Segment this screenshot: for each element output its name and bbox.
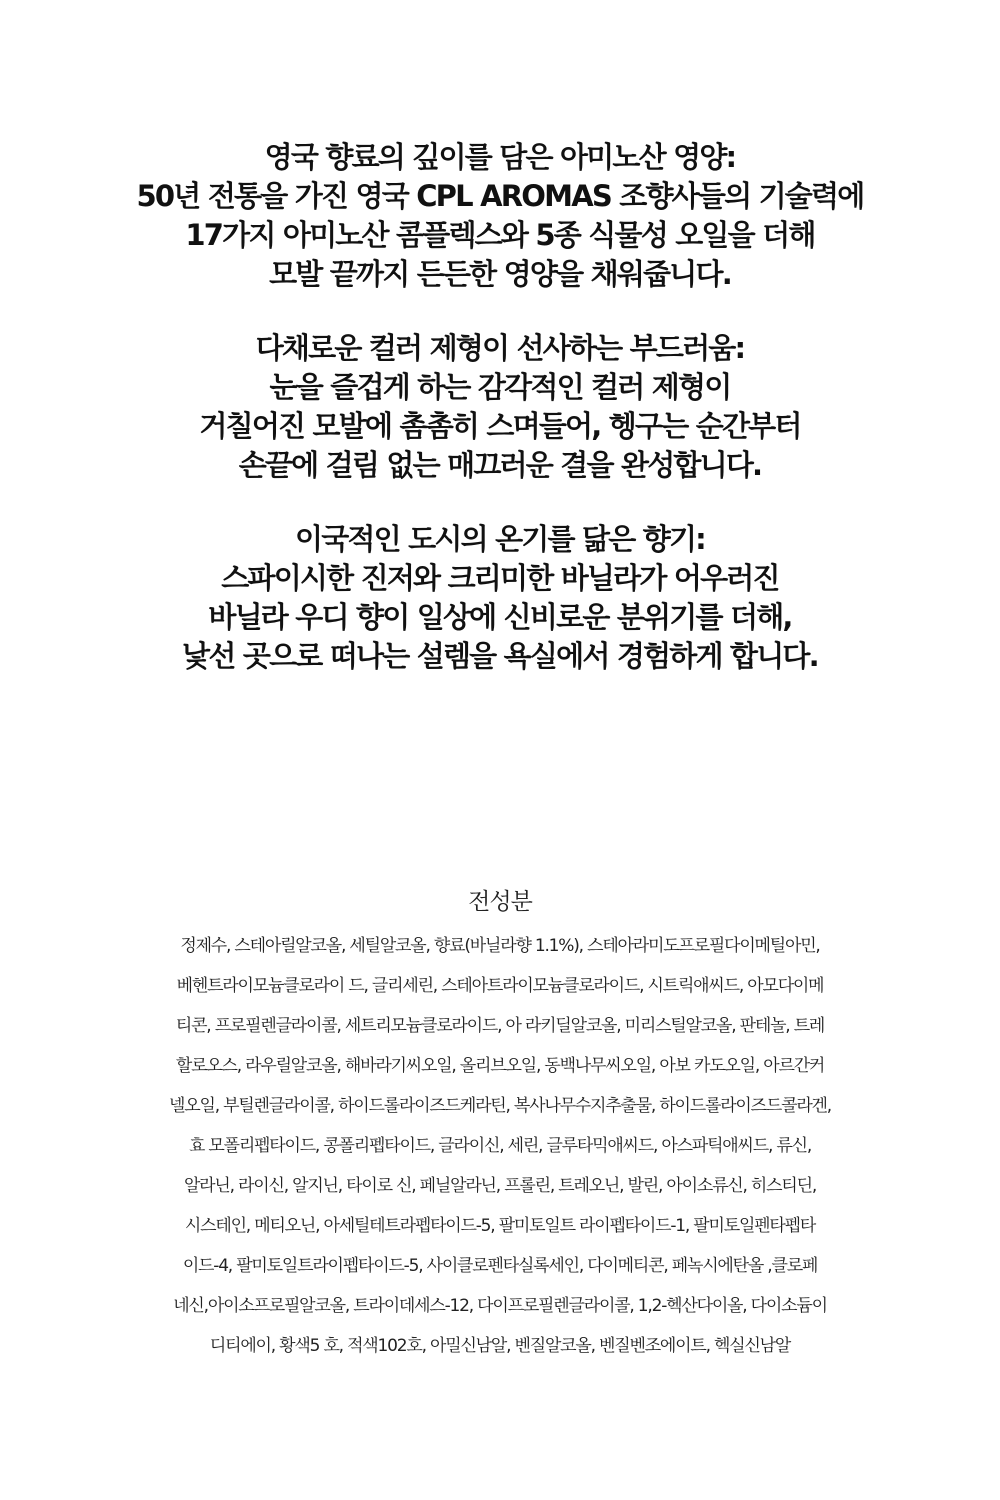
feature-text-line: 스파이시한 진저와 크리미한 바닐라가 어우러진 [221, 561, 779, 595]
ingredients-line: 알라닌, 라이신, 알지닌, 타이로 신, 페닐알라닌, 프롤린, 트레오닌, 발린, 아이소류신, 히스티딘, [183, 1176, 817, 1196]
feature-text-line: 50년 전통을 가진 영국 CPL AROMAS 조향사들의 기술력에 [136, 179, 864, 213]
ingredients-line: 시스테인, 메티오닌, 아세틸테트라펩타이드-5, 팔미토일트 라이펩타이드-1, 팔미토일펜타펩타 [184, 1216, 816, 1236]
feature-section-color [40, 329, 960, 485]
feature-section-amino [40, 138, 960, 294]
feature-text-line: 낯선 곳으로 떠나는 설렘을 욕실에서 경험하게 합니다. [182, 639, 818, 673]
feature-heading: 다채로운 컬러 제형이 선사하는 부드러움: [255, 331, 745, 365]
feature-text-line: 모발 끝까지 든든한 영양을 채워줍니다. [269, 257, 731, 291]
ingredients-line: 이드-4, 팔미토일트라이펩타이드-5, 사이클로펜타실록세인, 다이메티콘, 페녹시에탄올 ,클로페 [182, 1256, 818, 1276]
ingredients-line: 디티에이, 황색5 호, 적색102호, 아밀신남알, 벤질알코올, 벤질벤조에이트, 헥실신남알 [209, 1336, 791, 1356]
feature-text-line: 손끝에 걸림 없는 매끄러운 결을 완성합니다. [238, 448, 762, 482]
feature-heading: 이국적인 도시의 온기를 닮은 향기: [295, 522, 705, 556]
feature-text-line: 바닐라 우디 향이 일상에 신비로운 분위기를 더해, [208, 600, 792, 634]
feature-sections [40, 138, 960, 711]
feature-text-line: 17가지 아미노산 콤플렉스와 5종 식물성 오일을 더해 [185, 218, 815, 252]
feature-text-line: 거칠어진 모발에 촘촘히 스며들어, 헹구는 순간부터 [199, 409, 801, 443]
ingredients-line: 티콘, 프로필렌글라이콜, 세트리모늄클로라이드, 아 라키딜알코올, 미리스틸알코올, 판테놀, 트레 [175, 1016, 825, 1036]
ingredients-block [50, 880, 950, 1366]
ingredients-line: 정제수, 스테아릴알코올, 세틸알코올, 향료(바닐라향 1.1%), 스테아라미도프로필다이메틸아민, [180, 936, 820, 956]
ingredients-title: 전성분 [468, 889, 532, 915]
feature-section-fragrance [40, 520, 960, 676]
ingredients-line: 베헨트라이모늄클로라이 드, 글리세린, 스테아트라이모늄클로라이드, 시트릭애씨드, 아모다이메 [176, 976, 824, 996]
feature-heading: 영국 향료의 깊이를 담은 아미노산 영양: [264, 140, 736, 174]
ingredients-line: 할로오스, 라우릴알코올, 해바라기씨오일, 올리브오일, 동백나무씨오일, 아보 카도오일, 아르간커 [175, 1056, 825, 1076]
ingredients-line: 효 모폴리펩타이드, 콩폴리펩타이드, 글라이신, 세린, 글루타믹애씨드, 아스파틱애씨드, 류신, [188, 1136, 812, 1156]
ingredients-line: 넬오일, 부틸렌글라이콜, 하이드롤라이즈드케라틴, 복사나무수지추출물, 하이드롤라이즈드콜라겐, [169, 1096, 831, 1116]
feature-text-line: 눈을 즐겁게 하는 감각적인 컬러 제형이 [269, 370, 731, 404]
ingredients-line: 네신,아이소프로필알코올, 트라이데세스-12, 다이프로필렌글라이콜, 1,2-헥산다이올, 다이소듐이 [173, 1296, 827, 1316]
